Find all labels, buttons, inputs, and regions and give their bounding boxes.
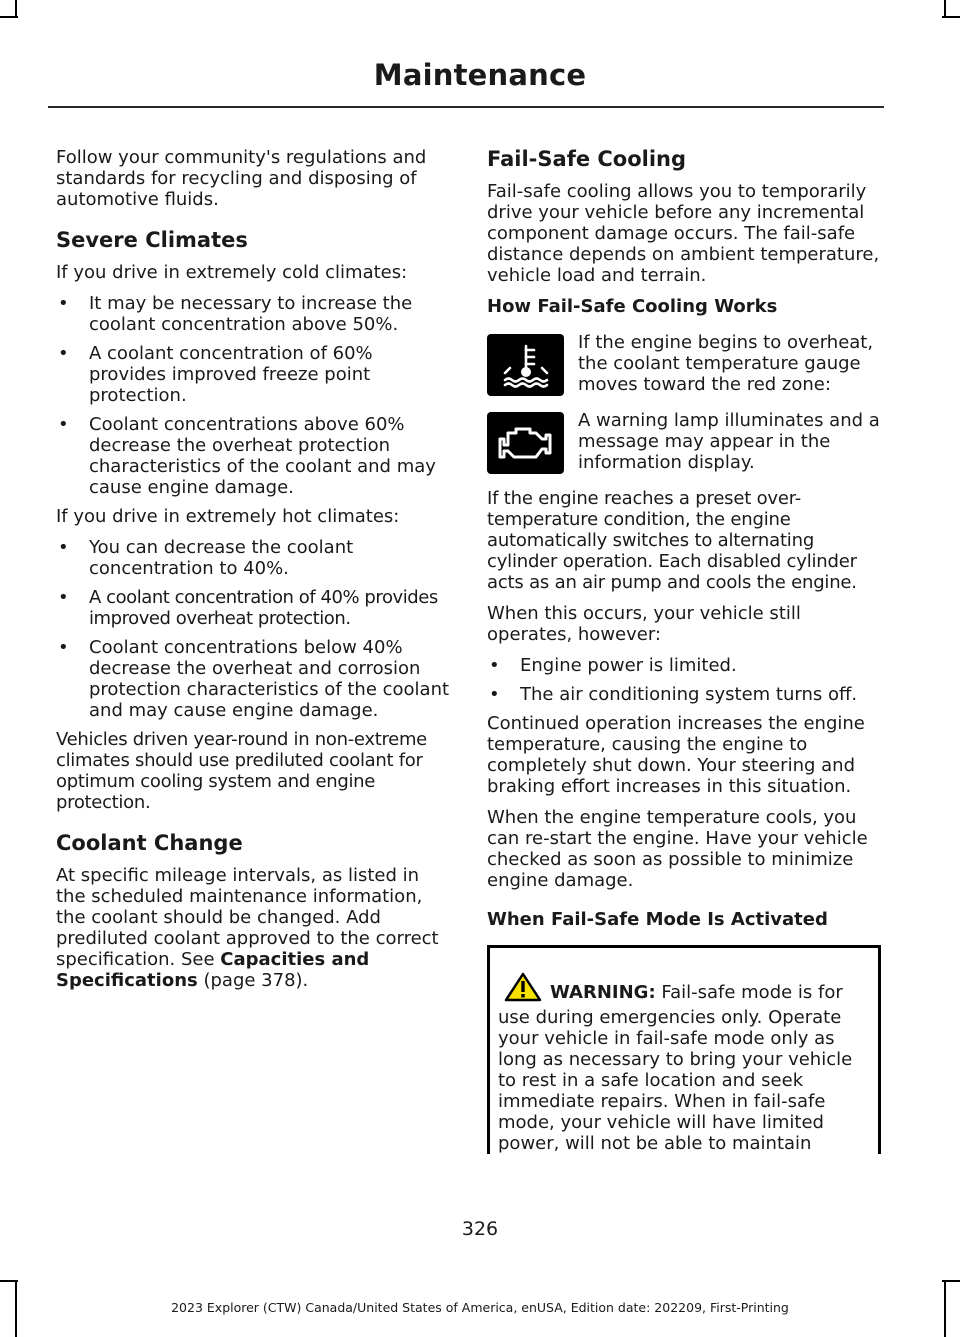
- warning-box: [487, 945, 881, 1154]
- hot-climate-list: [56, 537, 450, 721]
- preset-paragraph: If the engine reaches a preset over-temperature condition, the engine automatically switches to alternating cylinder operation. Each disabled cylinder acts as an air pump and cools the engine.: [487, 488, 857, 593]
- intro-paragraph: Follow your community's regulations and standards for recycling and disposing of automotive fluids.: [56, 147, 427, 210]
- how-fail-safe-heading: How Fail-Safe Cooling Works: [487, 296, 778, 317]
- crop-mark: [0, 16, 18, 18]
- warning-label: WARNING:: [550, 982, 656, 1003]
- check-engine-row: [487, 410, 881, 474]
- page-number: 326: [461, 1218, 499, 1240]
- coolant-temperature-icon: [487, 334, 564, 396]
- check-engine-text: A warning lamp illuminates and a message may appear in the information display.: [578, 410, 880, 473]
- list-item: • Coolant concentrations above 60% decrease the overheat protection characteristics of the coolant and may cause engine damage.: [56, 414, 450, 498]
- still-operates-paragraph: When this occurs, your vehicle still operates, however:: [487, 603, 801, 645]
- fail-safe-intro: Fail-safe cooling allows you to temporarily drive your vehicle before any incremental component damage occurs. The fail-safe distance depends on ambient temperature, vehicle load and terrain.: [487, 181, 880, 286]
- right-column: [487, 147, 881, 1154]
- crop-mark: [942, 16, 960, 18]
- list-item: • Engine power is limited.: [487, 655, 881, 676]
- list-item: • The air conditioning system turns off.: [487, 684, 881, 705]
- left-column: [56, 147, 450, 1001]
- coolant-change-paragraph: [56, 865, 450, 991]
- crop-mark: [942, 1280, 960, 1282]
- capacities-link[interactable]: Capacities and Specifications: [56, 949, 370, 991]
- severe-climates-heading: Severe Climates: [56, 228, 248, 252]
- coolant-temp-text: If the engine begins to overheat, the coolant temperature gauge moves toward the red zone:: [578, 332, 874, 395]
- check-engine-icon: [487, 412, 564, 474]
- prediluted-paragraph: Vehicles driven year-round in non-extreme climates should use prediluted coolant for optimum cooling system and engine protection.: [56, 729, 427, 813]
- page-reference: (page 378).: [203, 970, 309, 991]
- cold-climate-list: [56, 293, 450, 498]
- hot-intro: If you drive in extremely hot climates:: [56, 506, 400, 527]
- list-item: • A coolant concentration of 60% provides improved freeze point protection.: [56, 343, 450, 406]
- fail-safe-heading: Fail-Safe Cooling: [487, 147, 687, 171]
- list-item: • You can decrease the coolant concentration to 40%.: [56, 537, 450, 579]
- fail-safe-effects-list: [487, 655, 881, 705]
- list-item: • It may be necessary to increase the coolant concentration above 50%.: [56, 293, 450, 335]
- warning-triangle-icon: [504, 972, 542, 1007]
- coolant-temp-row: [487, 332, 881, 396]
- list-item: • Coolant concentrations below 40% decrease the overheat and corrosion protection characteristics of the coolant and may cause engine damage.: [56, 637, 450, 721]
- cold-intro: If you drive in extremely cold climates:: [56, 262, 408, 283]
- footer-text: 2023 Explorer (CTW) Canada/United States of America, enUSA, Edition date: 202209, First-Printing: [171, 1300, 789, 1315]
- page-title: Maintenance: [373, 58, 587, 92]
- continued-operation-paragraph: Continued operation increases the engine temperature, causing the engine to completely shut down. Your steering and braking effort increases in this situation.: [487, 713, 865, 797]
- fail-safe-activated-heading: When Fail-Safe Mode Is Activated: [487, 909, 828, 930]
- coolant-change-heading: Coolant Change: [56, 831, 243, 855]
- header-divider: [48, 106, 884, 108]
- crop-mark: [0, 1280, 18, 1282]
- warning-text: Fail-safe mode is for use during emergencies only. Operate your vehicle in fail-safe mode only as long as necessary to bring your vehicle to rest in a safe location and seek immediate repairs. When in fail-safe mode, your vehicle will have limited power, will not be able to maintain: [498, 982, 853, 1154]
- engine-cools-paragraph: When the engine temperature cools, you can re-start the engine. Have your vehicle checked as soon as possible to minimize engine damage.: [487, 807, 868, 891]
- coolant-change-text: At specific mileage intervals, as listed in the scheduled maintenance information, the coolant should be changed. Add prediluted coolant approved to the correct specification. See: [56, 865, 439, 970]
- list-item: • A coolant concentration of 40% provides improved overheat protection.: [56, 587, 450, 629]
